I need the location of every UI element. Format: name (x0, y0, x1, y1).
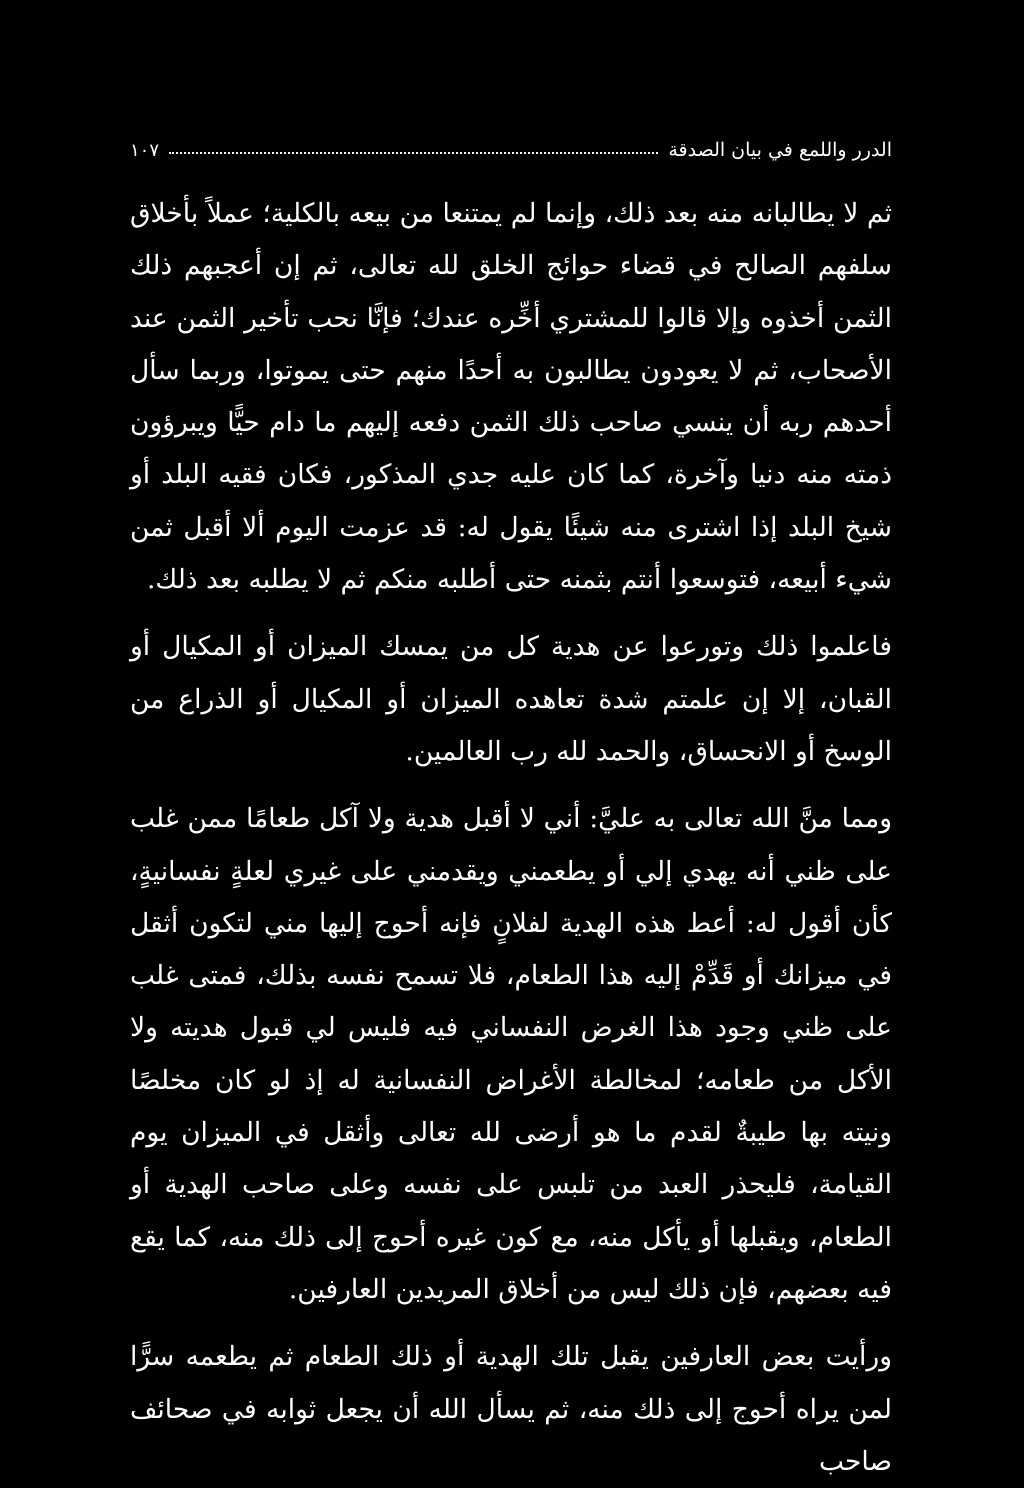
header-dot-leader (169, 152, 658, 154)
running-header (130, 130, 892, 170)
paragraph-3: ومما منَّ الله تعالى به عليَّ: أني لا أقبل هدية ولا آكل طعامًا ممن غلب على ظني أنه يهدي إلي أو يطعمني ويقدمني على غيري لعلةٍ نفسانيةٍ، كأن أقول له: أعط هذه الهدية لفلانٍ فإنه أحوج إليها مني لتكون أثقل في ميزانك أو قَدِّمْ إليه هذا الطعام، فلا تسمح نفسه بذلك، فمتى غلب على ظني وجود هذا الغرض النفساني فيه فليس لي قبول هديته ولا الأكل من طعامه؛ لمخالطة الأغراض النفسانية له إذ لو كان مخلصًا ونيته بها طيبةٌ لقدم ما هو أرضى لله تعالى وأثقل في الميزان يوم القيامة، فليحذر العبد من تلبس على نفسه وعلى صاحب الهدية أو الطعام، ويقبلها أو يأكل منه، مع كون غيره أحوج إلى ذلك منه، كما يقع فيه بعضهم، فإن ذلك ليس من أخلاق المريدين العارفين. (130, 803, 892, 1305)
header-title: الدرر واللمع في بيان الصدقة (668, 139, 892, 161)
page-number: ١٠٧ (130, 139, 160, 161)
paragraph-4: ورأيت بعض العارفين يقبل تلك الهدية أو ذلك الطعام ثم يطعمه سرًّا لمن يراه أحوج إلى ذلك منه، ثم يسأل الله أن يجعل ثوابه في صحائف صاحب (130, 1341, 892, 1477)
paragraph-2: فاعلموا ذلك وتورعوا عن هدية كل من يمسك الميزان أو المكيال أو القبان، إلا إن علمتم شدة تعاهده الميزان أو المكيال أو الذراع من الوسخ أو الانحساق، والحمد لله رب العالمين. (130, 631, 892, 767)
paragraph-1: ثم لا يطالبانه منه بعد ذلك، وإنما لم يمتنعا من بيعه بالكلية؛ عملاً بأخلاق سلفهم الصالح في قضاء حوائج الخلق لله تعالى، ثم إن أعجبهم ذلك الثمن أخذوه وإلا قالوا للمشتري أخِّره عندك؛ فإنَّا نحب تأخير الثمن عند الأصحاب، ثم لا يعودون يطالبون به أحدًا منهم حتى يموتوا، وربما سأل أحدهم ربه أن ينسي صاحب ذلك الثمن دفعه إليهم ما دام حيًّا ويبرؤون ذمته منه دنيا وآخرة، كما كان عليه جدي المذكور، فكان فقيه البلد أو شيخ البلد إذا اشترى منه شيئًا يقول له: قد عزمت اليوم ألا أقبل ثمن شيء أبيعه، فتوسعوا أنتم بثمنه حتى أطلبه منكم ثم لا يطلبه بعد ذلك. (130, 198, 892, 596)
document-page (130, 130, 892, 1488)
